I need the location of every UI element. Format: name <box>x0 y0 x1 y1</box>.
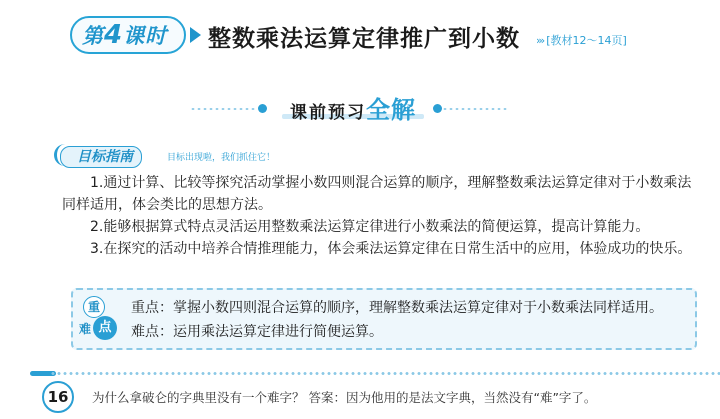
key-point-text: 重点：掌握小数四则混合运算的顺序，理解整数乘法运算定律对于小数乘法同样适用。 <box>131 300 663 316</box>
page-number: 16 <box>42 381 74 413</box>
triangle-arrow-icon <box>190 27 201 43</box>
section-title: 课前预习全解 <box>290 96 416 124</box>
badge-dian: 点 <box>93 316 117 340</box>
dot-icon <box>433 104 442 113</box>
lesson-badge <box>70 16 186 54</box>
goals-subheading: 目标出现啦，我们抓住它！ <box>167 153 276 163</box>
section-banner <box>190 88 510 122</box>
goal-item-1: 1.通过计算、比较等探究活动掌握小数四则混合运算的顺序，理解整数乘法运算定律对于小数乘法同样适用，体会类比的思想方法。 <box>62 175 692 213</box>
dotted-divider-left <box>190 108 256 110</box>
textbook-reference: ››› [教材12～14页] <box>536 34 627 47</box>
lesson-number-label: 第4课时 <box>82 20 168 50</box>
goals-header <box>60 144 320 170</box>
lesson-header <box>70 10 660 60</box>
footer-joke: 为什么拿破仑的字典里没有一个难字？ 答案：因为他用的是法文字典，当然没有“难”字了。 <box>92 390 597 405</box>
goal-item-2: 2.能够根据算式特点灵活运用整数乘法运算定律进行小数乘法的简便运算，提高计算能力。 <box>90 219 650 235</box>
difficult-point-text: 难点：运用乘法运算定律进行简便运算。 <box>131 324 383 340</box>
chevrons-icon: ››› <box>536 34 544 47</box>
goals-heading: 目标指南 <box>60 146 142 168</box>
badge-nan: 难 <box>79 322 92 336</box>
footer-dotted-divider <box>50 372 720 375</box>
badge-zhong: 重 <box>83 296 105 318</box>
dotted-divider-right <box>442 108 508 110</box>
lesson-title: 整数乘法运算定律推广到小数 <box>208 26 520 52</box>
key-difficult-badge-icon <box>79 296 125 342</box>
goal-item-3: 3.在探究的活动中培养合情推理能力，体会乘法运算定律在日常生活中的应用，体验成功的快乐。 <box>90 241 692 257</box>
key-points-box <box>71 288 697 350</box>
dot-icon <box>258 104 267 113</box>
